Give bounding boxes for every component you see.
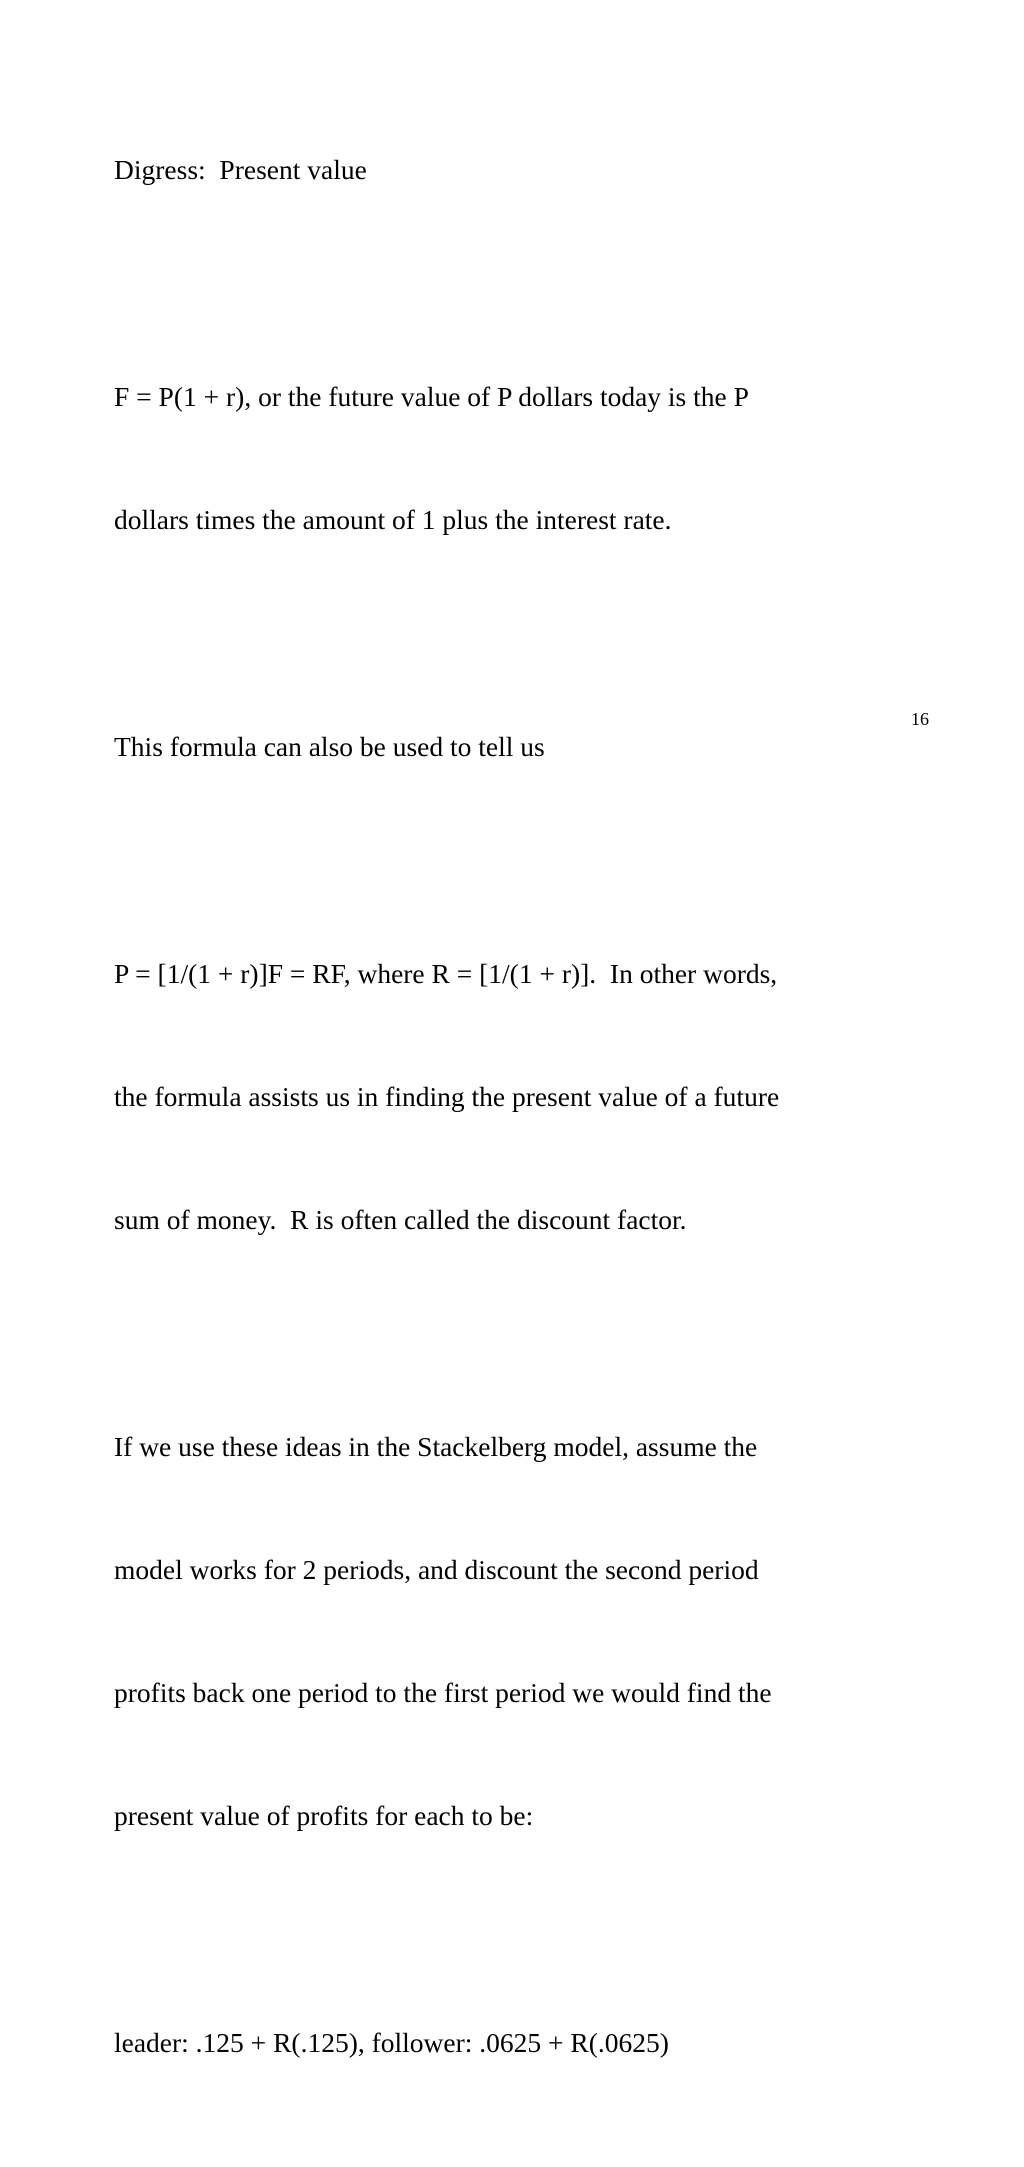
heading-present-value: [114, 67, 954, 272]
paragraph-discount-factor: [114, 871, 954, 1322]
text-line: F = P(1 + r), or the future value of P dollars today is the P: [114, 381, 749, 412]
text-line: the formula assists us in finding the present value of a future: [114, 1081, 780, 1112]
paragraph-future-value: [114, 294, 954, 622]
text-line: Digress: Present value: [114, 154, 367, 185]
text-line: model works for 2 periods, and discount the second period: [114, 1554, 759, 1585]
text-line: This formula can also be used to tell us: [114, 731, 545, 762]
paragraph-formula-intro: [114, 644, 954, 849]
page-number: 16: [911, 709, 929, 729]
text-line: leader: .125 + R(.125), follower: .0625 + R(.0625): [114, 2027, 669, 2058]
text-line: profits back one period to the first period we would find the: [114, 1677, 772, 1708]
paragraph-stackelberg: [114, 1344, 954, 1918]
text-line: dollars times the amount of 1 plus the interest rate.: [114, 504, 672, 535]
text-line: present value of profits for each to be:: [114, 1800, 534, 1831]
slide-body: [114, 67, 954, 2167]
paragraph-profits-result: [114, 1940, 954, 2145]
text-line: sum of money. R is often called the discount factor.: [114, 1204, 687, 1235]
text-line: If we use these ideas in the Stackelberg model, assume the: [114, 1431, 758, 1462]
text-line: P = [1/(1 + r)]F = RF, where R = [1/(1 + r)]. In other words,: [114, 958, 778, 989]
